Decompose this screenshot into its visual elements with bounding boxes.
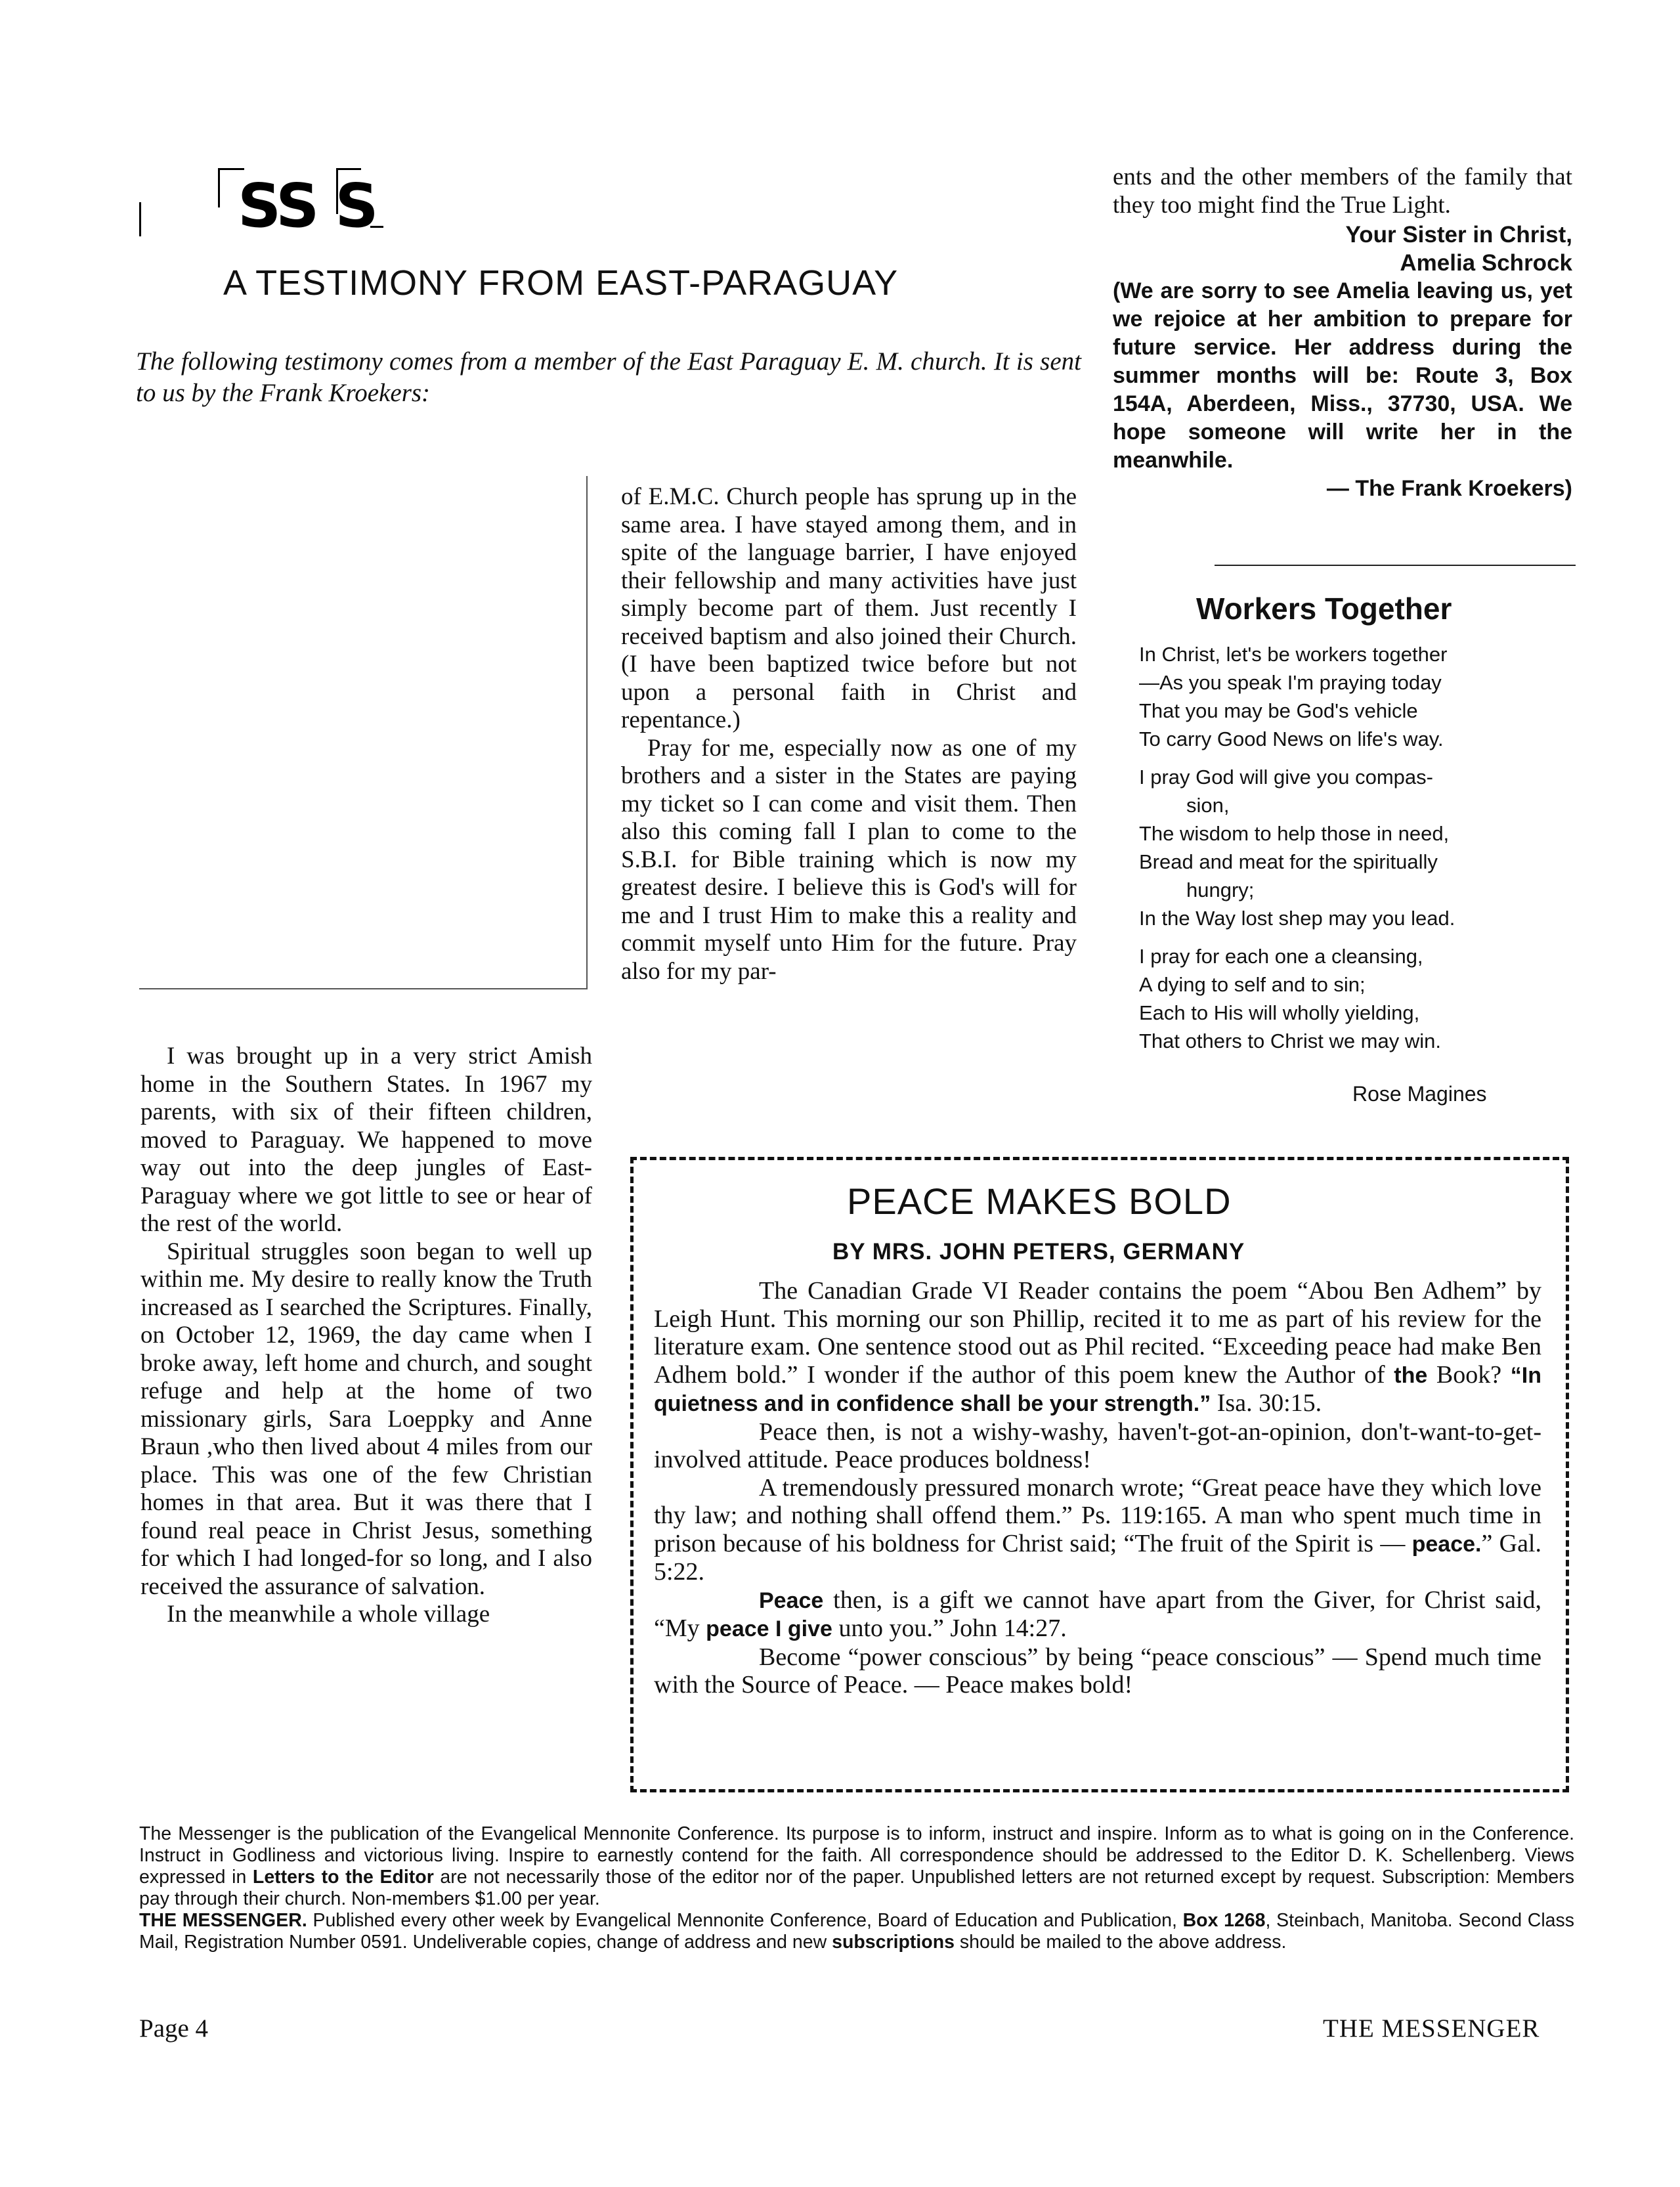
paragraph: [654, 1277, 1541, 1418]
paragraph: [654, 1474, 1541, 1586]
text-bold: THE MESSENGER.: [139, 1910, 307, 1931]
footer-notice: [139, 1823, 1574, 1953]
text: The Canadian Grade VI Reader contains the poem “Abou Ben Adhem” by Leigh Hunt. This morning our son Phillip, recited it to me as part of his review for the literature exam. One sentence stood out as Phil recited. “Exceeding peace had make Ben Adhem bold.” I wonder if the author of this poem knew the Author of: [654, 1277, 1541, 1389]
editor-note: (We are sorry to see Amelia leaving us, yet we rejoice at her ambition to prepare for future service. Her address during the summer months will be: Route 3, Box 154A, Aberdeen, Miss., 37730, USA. We hope someone will write her in the meanwhile.: [1113, 278, 1572, 473]
article-title: A TESTIMONY FROM EAST-PARAGUAY: [223, 263, 899, 303]
editor-note-signature: — The Frank Kroekers): [1326, 476, 1572, 501]
poem-line: A dying to self and to sin;: [1139, 973, 1366, 996]
masthead-rule: [336, 168, 361, 170]
paragraph: Pray for me, especially now as one of my brothers and a sister in the States are paying my ticket so I can come and visit them. Then also this coming fall I plan to come to the S.B.I. for Bible training which is now my greatest desire. I believe this is God's will for me and I trust Him to make this a reality and commit myself unto Him for the future. Pray also for my par-: [621, 734, 1077, 985]
divider: [1215, 565, 1576, 566]
text-bold: peace I give: [706, 1616, 832, 1641]
paragraph: I was brought up in a very strict Amish home in the Southern States. In 1967 my parents, with six of their fifteen children, moved to Paraguay. We happened to move way out into the deep jungles of East-Paraguay where we got little to see or hear of the rest of the world.: [140, 1043, 592, 1237]
text-bold: Letters to the Editor: [252, 1867, 434, 1888]
text-bold: subscriptions: [832, 1932, 955, 1953]
text-bold: “In quietness and in confidence shall be your strength.”: [654, 1362, 1541, 1416]
text: A tremendously pressured monarch wrote; “Great peace have they which love thy law; and nothing shall offend them.” Ps. 119:165. A man who spent much time in prison because of his boldness for Christ said; “The fruit of the Spirit is —: [654, 1473, 1541, 1557]
footer-paragraph: [139, 1910, 1574, 1953]
paragraph: Spiritual struggles soon began to well up within me. My desire to really know the Truth increased as I searched the Scriptures. Finally, on October 12, 1969, the day came when I broke away, left home and church, and sought refuge and help at the home of two missionary girls, Sara Loeppky and Anne Braun ,who then lived about 4 miles from our place. This was one of the few Christian homes in that area. But it was there that I found real peace in Christ Jesus, something for which I had longed-for so long, and I also received the assurance of salvation.: [140, 1238, 592, 1600]
text: unto you.” John 14:27.: [832, 1614, 1067, 1642]
paragraph: In the meanwhile a whole village: [167, 1601, 490, 1628]
poem-line: The wisdom to help those in need,: [1139, 822, 1450, 845]
box-article-byline: BY MRS. JOHN PETERS, GERMANY: [832, 1239, 1245, 1265]
text: , Steinbach, Manitoba. Second Class Mail, Registration Number 0591. Undeliverable copies, change of address and new: [139, 1910, 1575, 1953]
poem-line: That others to Christ we may win.: [1139, 1029, 1441, 1052]
testimony-column-3: [1113, 163, 1572, 503]
masthead-rule: [218, 168, 220, 207]
signature-line: Your Sister in Christ,: [1345, 222, 1572, 248]
poem-line: hungry;: [1186, 878, 1255, 901]
text-bold: the: [1394, 1362, 1428, 1388]
paragraph: of E.M.C. Church people has sprung up in the same area. I have stayed among them, and in spite of the language barrier, I have enjoyed their fellowship and many activities have just simply become part of them. Just recently I received baptism and also joined their Church. (I have been baptized twice before but not upon a personal faith in Christ and repentance.): [621, 483, 1077, 733]
page-number: Page 4: [139, 2014, 209, 2043]
text: are not necessarily those of the editor nor of the paper. Unpublished letters are not returned except by request. Subscription: Members pay through their church. Non-members $1.00 per year.: [139, 1867, 1574, 1909]
poem-line: I pray God will give you compas-: [1139, 766, 1433, 789]
poem: [1139, 640, 1585, 1065]
photo-frame: [139, 476, 588, 989]
poem-line: Bread and meat for the spiritually: [1139, 850, 1438, 873]
masthead-rule: [218, 168, 244, 170]
text: then, is a gift we cannot have apart from the Giver, for Christ said, “My: [654, 1586, 1541, 1642]
masthead-rule: [139, 202, 141, 236]
masthead-fragment: [139, 163, 520, 242]
paragraph: Peace then, is not a wishy-washy, haven't-got-an-opinion, don't-want-to-get-involved attitude. Peace produces boldness!: [654, 1418, 1541, 1473]
masthead-letters: SS S: [238, 171, 376, 241]
poem-title: Workers Together: [1196, 592, 1452, 626]
poem-author: Rose Magines: [1352, 1082, 1487, 1106]
poem-line: To carry Good News on life's way.: [1139, 727, 1444, 750]
text: should be mailed to the above address.: [954, 1932, 1287, 1953]
text: Book?: [1427, 1360, 1511, 1389]
poem-line: sion,: [1186, 794, 1230, 817]
paragraph: Become “power conscious” by being “peace conscious” — Spend much time with the Source of Peace. — Peace makes bold!: [654, 1643, 1541, 1699]
text-bold: Box 1268: [1182, 1910, 1266, 1931]
poem-line: In the Way lost shep may you lead.: [1139, 907, 1455, 930]
box-article-title: PEACE MAKES BOLD: [847, 1180, 1232, 1222]
text: Isa. 30:15.: [1211, 1389, 1322, 1417]
poem-line: I pray for each one a cleansing,: [1139, 945, 1423, 968]
testimony-column-2: [621, 483, 1077, 985]
paragraph: [654, 1586, 1541, 1643]
text-bold: Peace: [759, 1588, 824, 1613]
paragraph: ents and the other members of the family that they too might find the True Light.: [1113, 163, 1572, 219]
box-article-body: [654, 1277, 1541, 1699]
footer-paragraph: [139, 1823, 1574, 1910]
signature-name: Amelia Schrock: [1400, 250, 1572, 276]
poem-line: Each to His will wholly yielding,: [1139, 1001, 1420, 1024]
publication-name: THE MESSENGER: [1323, 2014, 1540, 2043]
poem-stanza: [1139, 942, 1585, 1055]
text-bold: peace.: [1411, 1531, 1482, 1557]
poem-stanza: [1139, 640, 1585, 753]
article-intro: The following testimony comes from a member of the East Paraguay E. M. church. It is sent to us by the Frank Kroekers:: [136, 347, 1081, 407]
poem-line: —As you speak I'm praying today: [1139, 671, 1442, 694]
testimony-column-1: [140, 1043, 592, 1629]
poem-line: That you may be God's vehicle: [1139, 699, 1418, 722]
poem-stanza: [1139, 763, 1585, 932]
poem-line: In Christ, let's be workers together: [1139, 643, 1448, 666]
text: The Messenger is the publication of the Evangelical Mennonite Conference. Its purpose is to inform, instruct and inspire. Inform as to what is going on in the Conference. Instruct in Godliness and victorious living. Inspire to earnestly contend for the faith. All correspondence should be addressed to the Editor D. K. Schellenberg. Views expressed in: [139, 1823, 1574, 1888]
text: Published every other week by Evangelical Mennonite Conference, Board of Education and Publication,: [307, 1910, 1183, 1931]
text: ” Gal. 5:22.: [654, 1529, 1541, 1586]
